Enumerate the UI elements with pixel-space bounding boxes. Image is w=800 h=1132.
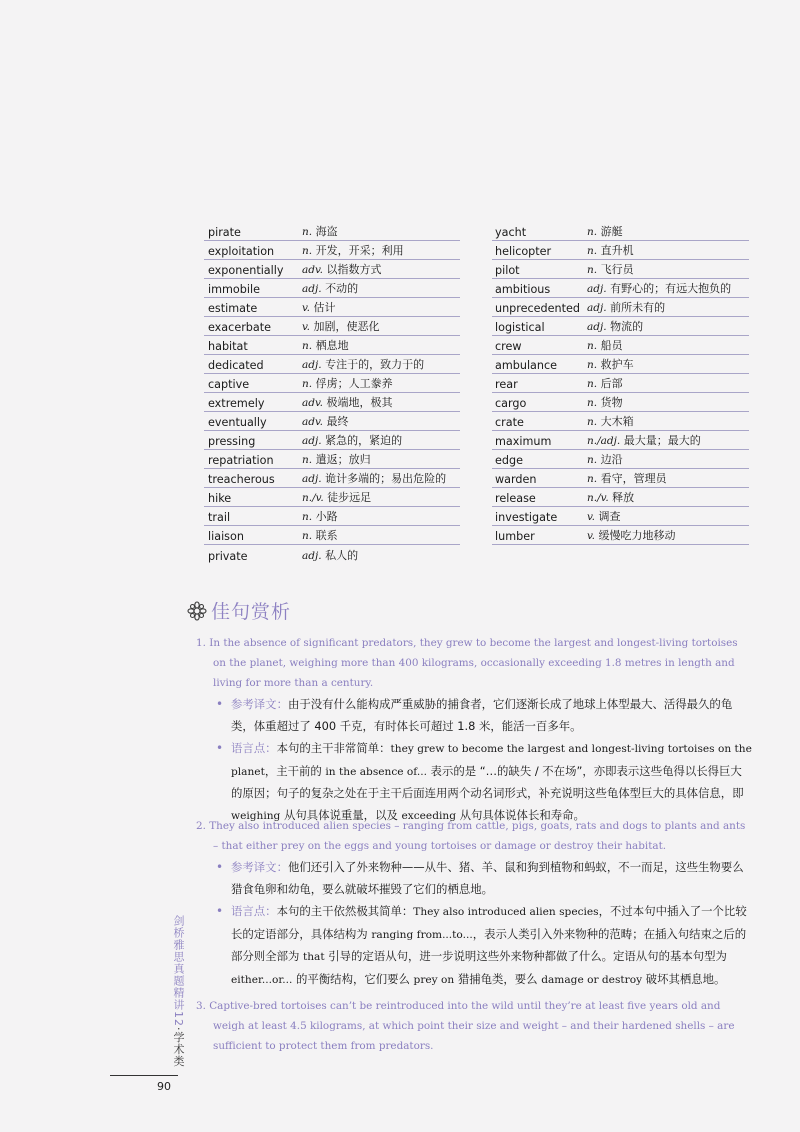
vocab-meaning: [302, 356, 424, 372]
part-of-speech: n.: [587, 340, 598, 352]
vocab-meaning: [302, 470, 446, 486]
vocab-meaning: [302, 432, 402, 448]
vocab-word: release: [495, 492, 536, 505]
note-tag: 参考译文：: [231, 860, 288, 874]
vocab-word: repatriation: [208, 454, 274, 467]
part-of-speech: n.: [302, 340, 313, 352]
english-phrase: they grew to become the largest and longest-living tortoises on the planet: [231, 743, 752, 778]
vocab-word: exacerbate: [208, 321, 272, 334]
definition: 徒步远足: [327, 491, 372, 504]
vocab-word: private: [208, 550, 248, 563]
definition: 调查: [598, 510, 621, 523]
part-of-speech: n.: [587, 397, 598, 409]
flower-emblem-icon: [187, 601, 207, 621]
vocab-word: captive: [208, 378, 250, 391]
vocab-word: investigate: [495, 511, 558, 524]
vocab-row: [492, 317, 749, 336]
sentence-english: 2. They also introduced alien species – ranging from cattle, pigs, goats, rats and dogs to plants and ants – that either prey on the eggs and young tortoises or damage or destroy their habitat.: [196, 820, 746, 852]
part-of-speech: adv.: [302, 264, 324, 276]
part-of-speech: n.: [302, 378, 313, 390]
vocab-word: eventually: [208, 416, 267, 429]
vocab-row: [492, 241, 749, 260]
english-phrase: that: [302, 951, 325, 963]
vocab-word: yacht: [495, 226, 527, 239]
sentence-english: 3. Captive-bred tortoises can’t be reintroduced into the wild until they’re at least five years old and weigh at least 4.5 kilograms, at which point their size and weight – and their hardened shells – are sufficient to protect them from predators.: [196, 1000, 735, 1052]
part-of-speech: n./v.: [587, 492, 609, 504]
vocab-row: [204, 545, 460, 564]
part-of-speech: v.: [302, 321, 311, 333]
part-of-speech: adj.: [587, 283, 607, 295]
page-number: 90: [157, 1080, 171, 1093]
note-text: 从句具体说重量，以及: [280, 807, 402, 822]
vocab-meaning: [302, 547, 358, 563]
vocab-word: logistical: [495, 321, 545, 334]
sentence-english: 1. In the absence of significant predators, they grew to become the largest and longest-living tortoises on the planet, weighing more than 400 kilograms, occasionally exceeding 1.8 metres in length and living for more than a century.: [196, 637, 738, 689]
note-text: 猎捕龟类，要么: [454, 971, 542, 986]
page-footer-rule: [110, 1075, 178, 1076]
note-text: ，不过本句中插入了一个比较长的定语部分，具体结构为: [231, 904, 747, 941]
vocab-word: exploitation: [208, 245, 275, 258]
vocab-meaning: [587, 489, 634, 505]
vocab-row: [492, 393, 749, 412]
note-tag: 语言点：: [231, 904, 277, 918]
vocab-row: [204, 450, 460, 469]
vocab-word: edge: [495, 454, 523, 467]
definition: 极端地，极其: [326, 396, 393, 409]
vocab-meaning: [587, 242, 634, 258]
vocab-meaning: [302, 489, 371, 505]
english-phrase: exceeding: [401, 809, 456, 822]
section-title: 佳句赏析: [211, 601, 292, 623]
part-of-speech: n.: [587, 378, 598, 390]
part-of-speech: n.: [587, 245, 598, 257]
vocab-word: warden: [495, 473, 537, 486]
vocab-row: [492, 488, 749, 507]
vocab-meaning: [302, 375, 393, 391]
sentence-2: [196, 816, 752, 991]
vocab-row: [204, 431, 460, 450]
definition: 飞行员: [600, 263, 634, 276]
vocab-row: [492, 222, 749, 241]
sentence-1: [196, 633, 752, 827]
part-of-speech: n./v.: [302, 492, 324, 504]
definition: 私人的: [325, 549, 359, 562]
vocab-word: pirate: [208, 226, 241, 239]
part-of-speech: n./adj.: [587, 435, 621, 447]
vocab-meaning: [587, 527, 676, 543]
english-phrase: They also introduced alien species: [413, 906, 599, 918]
definition: 海盗: [315, 225, 338, 238]
vocab-word: crate: [495, 416, 524, 429]
vocab-row: [204, 355, 460, 374]
definition: 栖息地: [315, 339, 349, 352]
vocab-row: [204, 507, 460, 526]
language-point-note: [196, 738, 752, 827]
definition: 紧急的，紧迫的: [325, 434, 403, 447]
vocab-meaning: [587, 470, 667, 486]
series-name: 剑桥雅思真题精讲: [172, 915, 185, 1011]
definition: 联系: [315, 529, 338, 542]
definition: 有野心的；有远大抱负的: [610, 282, 732, 295]
part-of-speech: n.: [587, 454, 598, 466]
vocab-word: hike: [208, 492, 232, 505]
part-of-speech: n.: [302, 530, 313, 542]
vocab-word: lumber: [495, 530, 535, 543]
bullet-icon: •: [216, 860, 224, 874]
definition: 物流的: [610, 320, 644, 333]
part-of-speech: n.: [302, 226, 313, 238]
series-separator: ·: [172, 1027, 185, 1032]
vocab-word: pressing: [208, 435, 256, 448]
part-of-speech: n.: [587, 264, 598, 276]
vocab-word: ambitious: [495, 283, 551, 296]
vocab-row: [204, 260, 460, 279]
vocab-meaning: [302, 299, 336, 315]
definition: 看守，管理员: [600, 472, 667, 485]
vocab-meaning: [302, 280, 358, 296]
note-text: 表示的是 “…的缺失 / 不在场”，亦即表示这些龟得以长得巨大的原因；句子的复杂之处在于主干后面连用两个动名词形式，补充说明这些龟体型巨大的具体信息，即: [231, 763, 744, 800]
vocab-meaning: [587, 375, 623, 391]
vocab-meaning: [302, 508, 338, 524]
definition: 开发，开采；利用: [315, 244, 404, 257]
vocab-row: [204, 279, 460, 298]
vocab-row: [204, 336, 460, 355]
vocab-meaning: [302, 318, 380, 334]
vocab-word: pilot: [495, 264, 520, 277]
vocab-row: [492, 469, 749, 488]
definition: 前所未有的: [610, 301, 666, 314]
english-phrase: ranging from...to...: [371, 928, 473, 941]
vocab-word: ambulance: [495, 359, 558, 372]
part-of-speech: n.: [587, 473, 598, 485]
definition: 游艇: [600, 225, 623, 238]
definition: 后部: [600, 377, 623, 390]
definition: 估计: [313, 301, 336, 314]
vocab-meaning: [587, 223, 623, 239]
vocab-row: [204, 526, 460, 545]
part-of-speech: v.: [587, 530, 596, 542]
vocab-word: cargo: [495, 397, 527, 410]
vocab-word: habitat: [208, 340, 248, 353]
english-phrase: weighing: [231, 809, 281, 822]
vocab-row: [492, 298, 749, 317]
vocab-row: [492, 431, 749, 450]
note-tag: 参考译文：: [231, 697, 288, 711]
note-text: 由于没有什么能构成严重威胁的捕食者，它们逐渐长成了地球上体型最大、活得最久的龟类，体重超过了 400 千克，有时体长可超过 1.8 米，能活一百多年。: [231, 697, 733, 733]
definition: 俘虏；人工豢养: [315, 377, 393, 390]
definition: 以指数方式: [326, 263, 382, 276]
section-heading: [187, 597, 291, 624]
vocab-meaning: [302, 337, 349, 353]
vocab-row: [492, 450, 749, 469]
note-tag: 语言点：: [231, 741, 277, 755]
part-of-speech: v.: [587, 511, 596, 523]
definition: 专注于的，致力于的: [325, 358, 425, 371]
english-phrase: in the absence of...: [325, 765, 427, 778]
vocab-meaning: [302, 527, 338, 543]
part-of-speech: n.: [587, 226, 598, 238]
vocab-meaning: [302, 261, 382, 277]
series-number: 12: [172, 1011, 185, 1027]
english-phrase: prey on: [413, 973, 455, 986]
vocab-meaning: [587, 508, 621, 524]
vocab-row: [204, 222, 460, 241]
note-text: 从句具体说体长和寿命。: [455, 807, 585, 822]
vocab-row: [492, 526, 749, 545]
vocab-word: immobile: [208, 283, 260, 296]
english-phrase: either...or...: [231, 973, 293, 986]
vocab-meaning: [302, 223, 338, 239]
side-series-label: [170, 915, 186, 1068]
translation-note: [196, 694, 752, 737]
part-of-speech: adj.: [302, 550, 322, 562]
definition: 最大量；最大的: [623, 434, 701, 447]
definition: 释放: [612, 491, 635, 504]
part-of-speech: adj.: [302, 473, 322, 485]
note-text: ，主干前的: [264, 763, 326, 778]
part-of-speech: n.: [302, 245, 313, 257]
vocab-word: estimate: [208, 302, 258, 315]
part-of-speech: n.: [302, 511, 313, 523]
vocab-meaning: [587, 451, 623, 467]
vocab-meaning: [587, 318, 643, 334]
definition: 边沿: [600, 453, 623, 466]
vocab-row: [204, 393, 460, 412]
vocab-row: [492, 260, 749, 279]
vocab-word: trail: [208, 511, 231, 524]
vocab-word: extremely: [208, 397, 265, 410]
vocab-row: [204, 412, 460, 431]
vocab-row: [492, 355, 749, 374]
definition: 船员: [600, 339, 623, 352]
bullet-icon: •: [216, 697, 224, 711]
vocab-table-left: [204, 222, 460, 564]
vocab-meaning: [587, 432, 701, 448]
definition: 诡计多端的；易出危险的: [325, 472, 447, 485]
part-of-speech: adj.: [302, 435, 322, 447]
part-of-speech: v.: [302, 302, 311, 314]
part-of-speech: adj.: [302, 283, 322, 295]
note-text: 的平衡结构，它们要么: [292, 971, 414, 986]
definition: 遣返；放归: [315, 453, 371, 466]
vocab-row: [204, 469, 460, 488]
series-category: 学术类: [172, 1031, 185, 1068]
definition: 加剧，使恶化: [313, 320, 380, 333]
bullet-icon: •: [216, 741, 224, 755]
vocab-row: [492, 412, 749, 431]
bullet-icon: •: [216, 904, 224, 918]
sentence-3: [196, 996, 752, 1056]
definition: 救护车: [600, 358, 634, 371]
vocab-word: liaison: [208, 530, 244, 543]
vocab-row: [204, 317, 460, 336]
vocab-row: [492, 507, 749, 526]
vocab-row: [204, 298, 460, 317]
vocab-meaning: [302, 394, 393, 410]
part-of-speech: n.: [587, 359, 598, 371]
vocab-meaning: [587, 280, 731, 296]
note-text: 引导的定语从句，进一步说明这些外来物种都做了什么。定语从句的基本句型为: [324, 949, 727, 963]
vocab-row: [204, 374, 460, 393]
translation-note: [196, 857, 752, 900]
note-text: ，表示人类引入外来物种的范畴；在插入句结束之后的部分则全部为: [231, 926, 747, 963]
definition: 货物: [600, 396, 623, 409]
vocab-row: [492, 336, 749, 355]
vocab-meaning: [587, 299, 665, 315]
vocab-word: helicopter: [495, 245, 552, 258]
part-of-speech: adj.: [302, 359, 322, 371]
part-of-speech: adv.: [302, 397, 324, 409]
part-of-speech: n.: [587, 416, 598, 428]
vocab-word: exponentially: [208, 264, 284, 277]
note-text: 他们还引入了外来物种——从牛、猪、羊、鼠和狗到植物和蚂蚁，不一而足，这些生物要么猎食龟卵和幼龟，要么就破坏摧毁了它们的栖息地。: [231, 860, 744, 896]
vocab-meaning: [302, 413, 349, 429]
vocab-row: [492, 279, 749, 298]
language-point-note: [196, 901, 752, 991]
vocab-meaning: [302, 242, 404, 258]
definition: 不动的: [325, 282, 359, 295]
vocab-meaning: [587, 261, 634, 277]
definition: 缓慢吃力地移动: [598, 529, 676, 542]
english-phrase: damage or destroy: [541, 973, 643, 986]
vocab-word: crew: [495, 340, 522, 353]
part-of-speech: n.: [302, 454, 313, 466]
definition: 直升机: [600, 244, 634, 257]
note-text: 本句的主干依然极其简单：: [276, 904, 414, 918]
part-of-speech: adv.: [302, 416, 324, 428]
vocab-meaning: [587, 337, 623, 353]
vocab-meaning: [302, 451, 371, 467]
vocab-word: rear: [495, 378, 518, 391]
vocab-meaning: [587, 413, 634, 429]
note-text: 破坏其栖息地。: [642, 971, 726, 986]
part-of-speech: adj.: [587, 321, 607, 333]
vocab-row: [204, 488, 460, 507]
vocab-meaning: [587, 394, 623, 410]
vocab-word: treacherous: [208, 473, 275, 486]
vocab-word: dedicated: [208, 359, 264, 372]
vocab-row: [492, 374, 749, 393]
definition: 大木箱: [600, 415, 634, 428]
note-text: 本句的主干非常简单：: [276, 741, 391, 755]
definition: 小路: [315, 510, 338, 523]
vocab-meaning: [587, 356, 634, 372]
part-of-speech: adj.: [587, 302, 607, 314]
vocab-word: maximum: [495, 435, 552, 448]
vocab-row: [204, 241, 460, 260]
vocab-word: unprecedented: [495, 302, 580, 315]
vocab-table-right: [492, 222, 749, 545]
definition: 最终: [326, 415, 349, 428]
